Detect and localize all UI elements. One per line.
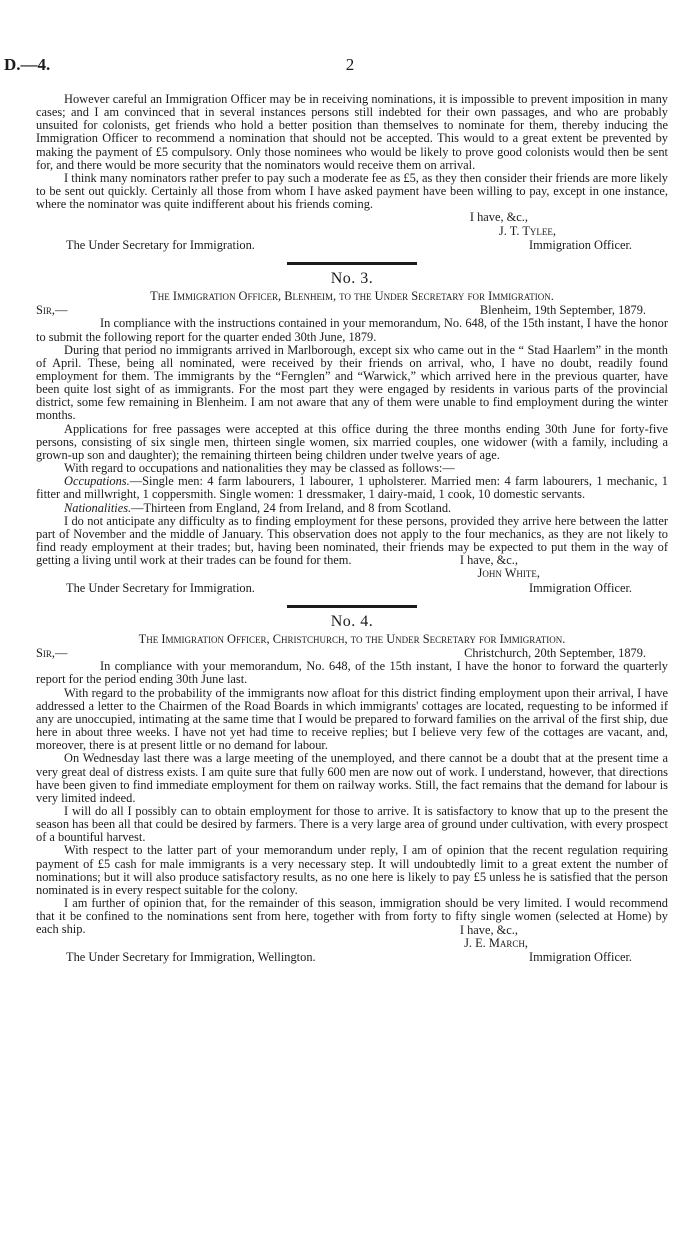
signature: John White, [477, 566, 540, 581]
addressee: The Under Secretary for Immigration, Wellington. [66, 949, 316, 964]
letter-number: No. 4. [330, 612, 374, 630]
nationalities-text: —Thirteen from England, 24 from Ireland, and 8 from Scotland. [131, 500, 452, 515]
letter-heading: The Immigration Officer, Blenheim, to the Under Secretary for Immigration. [150, 289, 554, 304]
signature-line [36, 225, 668, 238]
addressee-row [36, 582, 668, 595]
paragraph: During that period no immigrants arrived in Marlborough, except six who came out in the “ Stad Haarlem” in the month of April. These, being all nominated, were received by their friends on arrival, who, I have no doubt, readily found employment for them. The immigrants by the “Fernglen” and “Warwick,” which arrived here in the previous quarter, have been quite lost sight of as immigrants. For the most part they were engaged by residents in various parts of the provincial district, some few remaining in Blenheim. I am not aware that any of them were unable to find employment during the winter months. [36, 342, 668, 423]
letter-no-3 [36, 269, 668, 595]
paragraph: I think many nominators rather prefer to pay such a moderate fee as £5, as they then consider their friends are more likely to be sent out quickly. Certainly all those from whom I have asked payment have been willing to pay, except in one instance, where the nominator was quite indifferent about his friends coming. [36, 170, 668, 212]
section-divider [287, 605, 417, 608]
document-body [36, 93, 668, 964]
paragraph: With regard to the probability of the immigrants now afloat for this district finding employment upon their arrival, I have addressed a letter to the Chairmen of the Road Boards in which immigrants' cottages are located, requesting to be informed if any are unoccupied, intimating at the same time that I would be prepared to forward families on the arrival of the first ship, due here in about three weeks. I have not yet had time to receive replies; but I believe very few of the cottages are vacant, and, moreover, there is at present little or no demand for labour. [36, 685, 668, 753]
closing: I have, &c., [459, 553, 518, 568]
paragraph: In compliance with your memorandum, No. 648, of the 15th instant, I have the honor to forward the quarterly report for the period ending 30th June last. [36, 659, 668, 687]
page-number: 2 [345, 55, 355, 74]
occupations-text: —Single men: 4 farm labourers, 1 labourer, 1 upholsterer. Married men: 4 farm labourers, 1 mechanic, 1 fitter and millwright, 1 coppersmith. Single women: 1 dressmaker, 1 dairy-maid, 1 cook, 10 domestic servants. [36, 474, 668, 502]
signature: J. E. March, [464, 935, 528, 950]
occupations-paragraph [36, 475, 668, 501]
paragraph: With respect to the latter part of your memorandum under reply, I am of opinion that the recent regulation requiring payment of £5 cash for male immigrants is a very necessary step. It will undoubtedly limit to a great extent the number of nominations; but it will also produce satisfactory results, as no one here is likely to pay £5 unless he is satisfied that the person nominated is in every respect suitable for the colony. [36, 843, 668, 897]
occupations-label: Occupations. [64, 474, 130, 489]
officer-role: Immigration Officer. [529, 949, 632, 964]
addressee-row [36, 951, 668, 964]
addressee-row [36, 239, 668, 252]
paragraph: However careful an Immigration Officer may be in receiving nominations, it is impossible to prevent imposition in many cases; and I am convinced that in several instances persons still indebted for their own passages, and who are probably unsuited for colonists, get friends who hold a better position than themselves to nominate for them, thereby inducing the Immigration Officer to recommend a nomination that should not be accepted. This would to a great extent be prevented by making the payment of £5 compulsory. Only those nominees who would be likely to prove good colonists would then be sent for, and there would be more security that the nominators would receive them on arrival. [36, 92, 668, 172]
nationalities-paragraph [36, 502, 668, 515]
signature-line [36, 567, 668, 580]
paragraph: On Wednesday last there was a large meeting of the unemployed, and there cannot be a doubt that at the present time a very great deal of distress exists. I am quite sure that fully 600 men are now out of work. I understand, however, that directions have been given to find immediate employment for them on railway works. Still, the fact remains that the demand for labour is very limited indeed. [36, 751, 668, 805]
closing: I have, &c., [469, 210, 528, 225]
signature-line [36, 937, 668, 950]
paragraph: I do not anticipate any difficulty as to finding employment for these persons, provided they arrive here between the latter part of November and the middle of January. This observation does not apply to the four mechanics, as they are not likely to find ready employment at their trades; but, having been nominated, their friends may be expected to put them in the way of getting a living until work at their trades can be found for them. [36, 513, 668, 568]
place-date: Blenheim, 19th September, 1879. [479, 303, 646, 318]
section-divider [287, 262, 417, 265]
officer-role: Immigration Officer. [529, 580, 632, 595]
paragraph: I will do all I possibly can to obtain employment for those to arrive. It is satisfactory to know that up to the present the season has been all that could be desired by farmers. There is a very large area of ground under cultivation, with every prospect of a bountiful harvest. [36, 803, 668, 845]
letter-no-4 [36, 612, 668, 964]
document-reference: D.—4. [4, 55, 51, 74]
addressee: The Under Secretary for Immigration. [66, 580, 255, 595]
signature: J. T. Tylee, [498, 223, 556, 238]
letter-heading: The Immigration Officer, Christchurch, to the Under Secretary for Immigration. [138, 631, 566, 646]
closing-line [36, 211, 668, 224]
paragraph: In compliance with the instructions contained in your memorandum, No. 648, of the 15th instant, I have the honor to submit the following report for the quarter ended 30th June, 1879. [36, 316, 668, 344]
letter-number: No. 3. [330, 269, 374, 287]
salutation: Sir,— [36, 303, 68, 318]
paragraph: With regard to occupations and nationalities they may be classed as follows:— [64, 461, 455, 476]
officer-role: Immigration Officer. [529, 237, 632, 252]
place-date: Christchurch, 20th September, 1879. [464, 646, 646, 661]
salutation: Sir,— [36, 646, 68, 661]
nationalities-label: Nationalities. [64, 500, 132, 515]
addressee: The Under Secretary for Immigration. [66, 237, 255, 252]
paragraph: Applications for free passages were accepted at this office during the three months ending 30th June for forty-five persons, consisting of six single men, thirteen single women, six married couples, one widower (with a family, including a grown-up son and daughter); the remaining thirteen being children under twelve years of age. [36, 421, 668, 462]
paragraph: I am further of opinion that, for the remainder of this season, immigration should be very limited. I would recommend that it be confined to the nominations sent from here, together with from forty to fifty single women (selected at Home) by each ship. [36, 896, 668, 937]
letter-2-tail [36, 93, 668, 252]
closing: I have, &c., [459, 922, 518, 937]
